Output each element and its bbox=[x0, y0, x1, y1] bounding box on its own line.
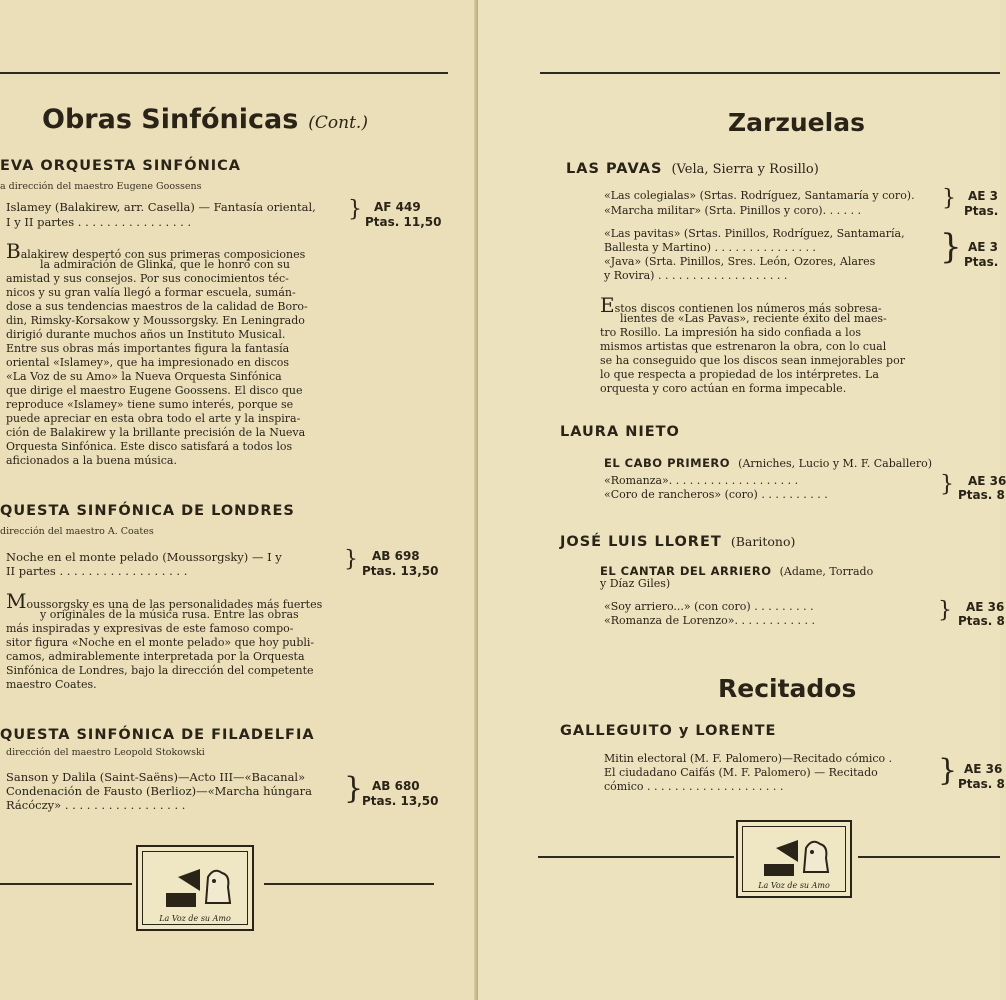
logo-caption: La Voz de su Amo bbox=[159, 914, 231, 923]
catalog-number: AE 3 bbox=[968, 189, 999, 203]
section-title: Recitados bbox=[718, 674, 857, 703]
price: Ptas. 13,50 bbox=[362, 564, 439, 578]
recording-line: «Java» (Srta. Pinillos, Sres. León, Ozores, Alares bbox=[604, 255, 876, 268]
recording-line: «Romanza». . . . . . . . . . . . . . . . . . . bbox=[604, 474, 799, 487]
recording-line: «Las colegialas» (Srtas. Rodríguez, Santamaría y coro). bbox=[604, 189, 915, 202]
drop-cap: E bbox=[600, 293, 615, 317]
brace: } bbox=[942, 186, 956, 211]
recording-line: «Marcha militar» (Srta. Pinillos y coro). . . . . . bbox=[604, 204, 862, 217]
price: Ptas. 11,50 bbox=[365, 215, 442, 229]
recording-line: y Rovira) . . . . . . . . . . . . . . . . . . . bbox=[604, 269, 788, 282]
recording-line: cómico . . . . . . . . . . . . . . . . . . . . bbox=[604, 780, 784, 793]
catalog-number: AE 36 bbox=[966, 600, 1005, 614]
recording-line: Condenación de Fausto (Berlioz)—«Marcha húngara bbox=[6, 784, 312, 798]
price: Ptas. 8 bbox=[958, 488, 1005, 502]
brace: } bbox=[938, 598, 952, 623]
page-title: Zarzuelas bbox=[728, 108, 865, 137]
catalog-number: AB 680 bbox=[372, 779, 420, 793]
section-heading: JOSÉ LUIS LLORET (Baritono) bbox=[560, 534, 796, 550]
brace: } bbox=[940, 227, 962, 267]
section-heading: GALLEGUITO y LORENTE bbox=[560, 723, 777, 739]
drop-cap: B bbox=[6, 239, 21, 263]
section-subtitle: dirección del maestro A. Coates bbox=[0, 526, 154, 537]
bottom-rule bbox=[264, 883, 434, 885]
brace: } bbox=[348, 197, 362, 222]
recording-line: Mitin electoral (M. F. Palomero)—Recitado cómico . bbox=[604, 752, 893, 765]
catalog-number: AB 698 bbox=[372, 549, 420, 563]
recording-line: Islamey (Balakirew, arr. Casella) — Fantasía oriental, bbox=[6, 200, 316, 214]
his-masters-voice-logo bbox=[736, 820, 852, 898]
price: Ptas. bbox=[964, 204, 999, 218]
catalog-number: AE 36 bbox=[964, 762, 1003, 776]
work-heading: EL CANTAR DEL ARRIERO (Adame, Torrado bbox=[600, 564, 874, 578]
section-subtitle: dirección del maestro Leopold Stokowski bbox=[6, 747, 205, 758]
section-heading: QUESTA SINFÓNICA DE LONDRES bbox=[0, 503, 295, 519]
recording-line: II partes . . . . . . . . . . . . . . . . . . bbox=[6, 564, 188, 578]
recording-line: Sanson y Dalila (Saint-Saëns)—Acto III—«Bacanal» bbox=[6, 770, 306, 784]
top-rule bbox=[540, 72, 1000, 74]
recording-line: I y II partes . . . . . . . . . . . . . . . . bbox=[6, 215, 192, 229]
section-heading: LAS PAVAS (Vela, Sierra y Rosillo) bbox=[566, 161, 819, 177]
his-masters-voice-logo bbox=[136, 845, 254, 931]
section-heading: QUESTA SINFÓNICA DE FILADELFIA bbox=[0, 727, 315, 743]
catalog-number: AE 3 bbox=[968, 240, 999, 254]
left-page: Obras Sinfónicas (Cont.) EVA ORQUESTA SINFÓNICA a dirección del maestro Eugene Goossens Islamey (Balakirew, arr. Casella) — Fantasía oriental, I y II partes . . . . . . . . . . . . . . . . } AF 449 Ptas. 11,50 Balakirew despertó con sus primeras composiciones la admiración de Glinka, que le honró con su amistad y sus consejos. Por sus conocimientos téc- nicos y su gran valía llegó a formar escuela, sumán- dose a sus tendencias maestros de la calidad de Boro- din, Rimsky-Korsakow y Moussorgsky. En Leningrado dirigió durante muchos años un Instituto Musical. Entre sus obras más importantes figura la fantasía oriental «Islamey», que ha impresionado en discos «La Voz de su Amo» la Nueva Orquesta Sinfónica que dirige el maestro Eugene Goossens. El disco que reproduce «Islamey» tiene sumo interés, porque se puede apreciar en esta obra todo el arte y la inspira- ción de Balakirew y la brillante precisión de la Nueva Orquesta Sinfónica. Este disco satisfará a todos los aficionados a la buena música. QUESTA SINFÓNICA DE LONDRES dirección del maestro A. Coates Noche en el monte pelado (Moussorgsky) — I y II partes . . . . . . . . . . . . . . . . . . } AB 698 Ptas. 13,50 Moussorgsky es una de las personalidades más fuertes y originales de la música rusa. Entre las obras más inspiradas y expresivas de este famoso compo- sitor figura «Noche en el monte pelado» que hoy publi- camos, admirablemente interpretada por la Orquesta Sinfónica de Londres, bajo la dirección del competente maestro Coates. QUESTA SINFÓNICA DE FILADELFIA dirección del maestro Leopold Stokowski Sanson y Dalila (Saint-Saëns)—Acto III—«Bacanal» Condenación de Fausto (Berlioz)—«Marcha húngara Rácóczy» . . . . . . . . . . . . . . . . . } AB 680 Ptas. 13,50 La Voz de su Amo bbox=[0, 0, 478, 1000]
logo-caption: La Voz de su Amo bbox=[758, 881, 830, 890]
recording-line: Rácóczy» . . . . . . . . . . . . . . . . . bbox=[6, 798, 186, 812]
price: Ptas. 8 bbox=[958, 614, 1005, 628]
recording-line: «Romanza de Lorenzo». . . . . . . . . . . . bbox=[604, 614, 815, 627]
brace: } bbox=[940, 472, 954, 497]
credit-line: y Díaz Giles) bbox=[600, 577, 671, 590]
brace: } bbox=[344, 547, 358, 572]
recording-line: Ballesta y Martino) . . . . . . . . . . . . . . . bbox=[604, 241, 816, 254]
title-text: Obras Sinfónicas bbox=[42, 104, 299, 135]
bottom-rule bbox=[538, 856, 734, 858]
price: Ptas. bbox=[964, 255, 999, 269]
brace: } bbox=[938, 753, 958, 788]
top-rule bbox=[0, 72, 448, 74]
recording-line: «Coro de rancheros» (coro) . . . . . . . . . . bbox=[604, 488, 828, 501]
price: Ptas. 8 bbox=[958, 777, 1005, 791]
catalog-number: AE 36 bbox=[968, 474, 1006, 488]
recording-line: Noche en el monte pelado (Moussorgsky) — I y bbox=[6, 550, 282, 564]
recording-line: «Soy arriero...» (con coro) . . . . . . . . . bbox=[604, 600, 814, 613]
price: Ptas. 13,50 bbox=[362, 794, 439, 808]
recording-line: El ciudadano Caifás (M. F. Palomero) — Recitado bbox=[604, 766, 878, 779]
bottom-rule bbox=[0, 883, 132, 885]
right-page: Zarzuelas LAS PAVAS (Vela, Sierra y Rosillo) «Las colegialas» (Srtas. Rodríguez, Santamaría y coro). «Marcha militar» (Srta. Pinillos y coro). . . . . . } AE 3 Ptas. «Las pavitas» (Srtas. Pinillos, Rodríguez, Santamaría, Ballesta y Martino) . . . . . . . . . . . . . . . «Java» (Srta. Pinillos, Sres. León, Ozores, Alares y Rovira) . . . . . . . . . . . . . . . . . . . } AE 3 Ptas. Estos discos contienen los números más sobresa- lientes de «Las Pavas», reciente éxito del maes- tro Rosillo. La impresión ha sido confiada a los mismos artistas que estrenaron la obra, con lo cual se ha conseguido que los discos sean inmejorables por lo que respecta a propiedad de los intérpretes. La orquesta y coro actúan en forma impecable. LAURA NIETO EL CABO PRIMERO (Arniches, Lucio y M. F. Caballero) «Romanza». . . . . . . . . . . . . . . . . . . «Coro de rancheros» (coro) . . . . . . . . . . } AE 36 Ptas. 8 JOSÉ LUIS LLORET (Baritono) EL CANTAR DEL ARRIERO (Adame, Torrado y Díaz Giles) «Soy arriero...» (con coro) . . . . . . . . . «Romanza de Lorenzo». . . . . . . . . . . . } AE 36 Ptas. 8 Recitados GALLEGUITO y LORENTE Mitin electoral (M. F. Palomero)—Recitado cómico . El ciudadano Caifás (M. F. Palomero) — Recitado cómico . . . . . . . . . . . . . . . . . . . . } AE 36 Ptas. 8 La Voz de su Amo bbox=[478, 0, 1000, 1000]
brace: } bbox=[344, 771, 364, 806]
section-heading: LAURA NIETO bbox=[560, 424, 680, 440]
work-heading: EL CABO PRIMERO (Arniches, Lucio y M. F. Caballero) bbox=[604, 456, 933, 470]
title-suffix: (Cont.) bbox=[308, 113, 368, 133]
section-heading: EVA ORQUESTA SINFÓNICA bbox=[0, 158, 241, 174]
recording-line: «Las pavitas» (Srtas. Pinillos, Rodríguez, Santamaría, bbox=[604, 227, 905, 240]
drop-cap: M bbox=[6, 589, 27, 613]
page-title bbox=[42, 104, 368, 135]
catalog-number: AF 449 bbox=[374, 200, 421, 214]
section-subtitle: a dirección del maestro Eugene Goossens bbox=[0, 181, 202, 192]
bottom-rule bbox=[858, 856, 1000, 858]
